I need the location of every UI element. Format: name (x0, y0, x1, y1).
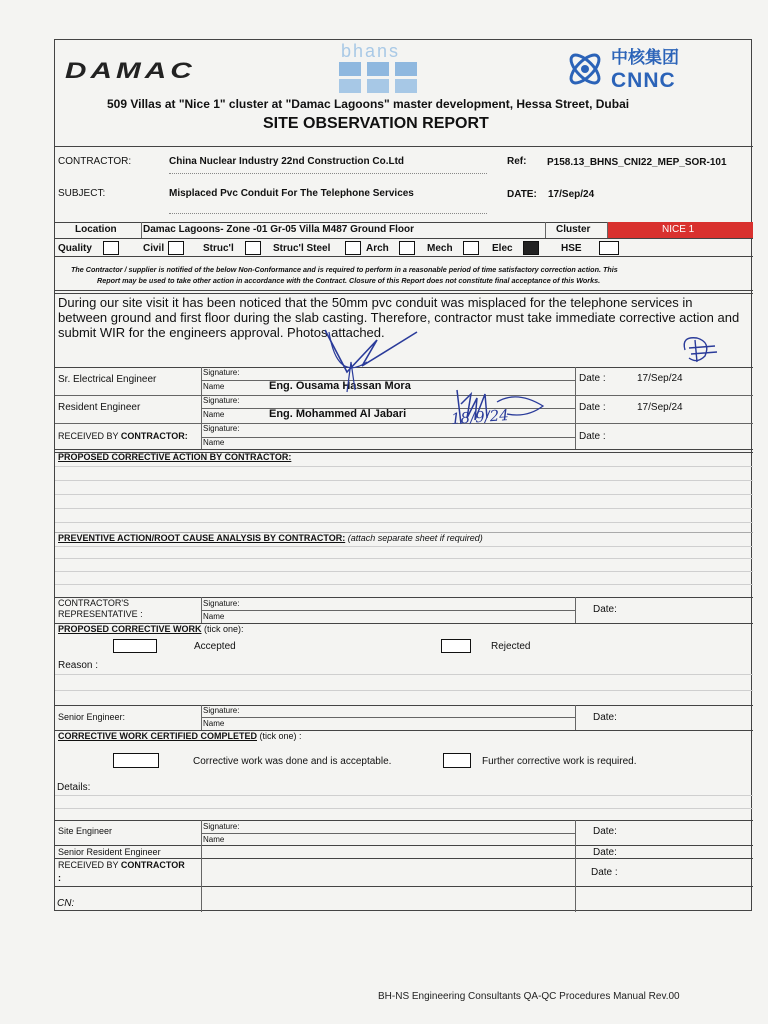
ref-label: Ref: (507, 156, 527, 167)
date-label: Date : (579, 431, 606, 442)
signature-label: Signature: (203, 706, 240, 715)
observation-line-1: During our site visit it has been noticed that the 50mm pvc conduit was misplaced for the telephone services in (58, 295, 693, 310)
discipline-checkbox-mech[interactable] (463, 241, 479, 255)
location-value: Damac Lagoons- Zone -01 Gr-05 Villa M487 Ground Floor (143, 224, 414, 235)
accepted-checkbox[interactable] (113, 639, 157, 653)
cluster-label: Cluster (556, 224, 591, 235)
discipline-label-hse: HSE (561, 243, 582, 254)
resident-engineer-date: 17/Sep/24 (637, 402, 683, 413)
subject-value: Misplaced Pvc Conduit For The Telephone Services (169, 188, 414, 199)
name-label: Name (203, 410, 225, 419)
discipline-checkbox-struc-l-steel[interactable] (345, 241, 361, 255)
signature-label: Signature: (203, 822, 240, 831)
signature-label: Signature: (203, 424, 240, 433)
senior-resident-engineer-label: Senior Resident Engineer (58, 847, 161, 857)
date-label: Date: (593, 826, 617, 837)
contractor-rep-label: CONTRACTOR'S (58, 598, 130, 608)
initials-scribble-icon (675, 332, 725, 368)
cnnc-logo: 中核集团 CNNC (563, 48, 693, 94)
contractor-rep-label-2: REPRESENTATIVE : (58, 609, 143, 619)
role-resident-engineer: Resident Engineer (58, 402, 141, 413)
cn-label: CN: (57, 898, 75, 909)
project-title: 509 Villas at "Nice 1" cluster at "Damac Lagoons" master development, Hessa Street, Dubai (107, 97, 630, 111)
discipline-label-civil: Civil (143, 243, 165, 254)
rejected-label: Rejected (491, 641, 531, 652)
date-label: Date : (579, 402, 606, 413)
damac-logo: DAMAC (65, 58, 196, 83)
discipline-label-mech: Mech (427, 243, 453, 254)
contractor-value: China Nuclear Industry 22nd Construction Co.Ltd (169, 156, 405, 167)
role-received-by-contractor: RECEIVED BY CONTRACTOR: (58, 431, 188, 441)
resident-engineer-name: Eng. Mohammed Al Jabari (269, 408, 407, 420)
signature-label: Signature: (203, 599, 240, 608)
discipline-checkbox-elec[interactable] (523, 241, 539, 255)
discipline-label-quality: Quality (58, 243, 92, 254)
discipline-checkbox-hse[interactable] (599, 241, 619, 255)
discipline-checkbox-civil[interactable] (168, 241, 184, 255)
observation-line-3: submit WIR for the engineers approval. Photos attached. (58, 325, 385, 340)
site-engineer-label: Site Engineer (58, 826, 113, 836)
preventive-heading: PREVENTIVE ACTION/ROOT CAUSE ANALYSIS BY CONTRACTOR: (attach separate sheet if required) (58, 533, 483, 543)
date-label: Date : (579, 373, 606, 384)
proposed-action-heading: PROPOSED CORRECTIVE ACTION BY CONTRACTOR: (58, 452, 292, 462)
report-sheet (54, 39, 752, 911)
discipline-label-elec: Elec (492, 243, 513, 254)
discipline-checkbox-arch[interactable] (399, 241, 415, 255)
report-title: SITE OBSERVATION REPORT (263, 115, 489, 132)
work-acceptable-label: Corrective work was done and is acceptable. (193, 756, 392, 767)
date-label: Date: (593, 847, 617, 858)
name-label: Name (203, 719, 225, 728)
received-colon: : (58, 873, 61, 883)
discipline-checkbox-struc-l[interactable] (245, 241, 261, 255)
name-label: Name (203, 382, 225, 391)
location-label: Location (75, 224, 117, 235)
observation-line-2: between ground and first floor during the slab casting. Therefore, contractor must take immediate corrective action and (58, 310, 740, 325)
name-label: Name (203, 438, 225, 447)
discipline-checkbox-quality[interactable] (103, 241, 119, 255)
discipline-label-struc-l: Struc'l (203, 243, 234, 254)
signature-label: Signature: (203, 396, 240, 405)
proposed-work-heading: PROPOSED CORRECTIVE WORK (tick one): (58, 624, 244, 634)
work-acceptable-checkbox[interactable] (113, 753, 159, 768)
cnnc-emblem-icon (563, 48, 607, 90)
cluster-badge: NICE 1 (608, 222, 753, 238)
date-value: 17/Sep/24 (548, 189, 595, 200)
notice-line-2: Report may be used to take other action in accordance with the Contract. Closure of this Report does not constitute final acceptance of this Works. (97, 276, 601, 285)
handwritten-date: 18/9/24 (450, 406, 510, 428)
further-work-label: Further corrective work is required. (482, 756, 637, 767)
date-label: Date : (591, 867, 618, 878)
reason-label: Reason : (58, 660, 99, 671)
received-by-contractor-label: RECEIVED BY CONTRACTOR (58, 860, 185, 870)
bhans-logo: bhans (337, 42, 427, 94)
notice-line-1: The Contractor / supplier is notified of the below Non-Conformance and is required to perform in a reasonable period of time satisfactory correction action. This (71, 265, 618, 274)
further-work-checkbox[interactable] (443, 753, 471, 768)
details-label: Details: (57, 782, 91, 793)
date-label: Date: (593, 712, 617, 723)
accepted-label: Accepted (194, 641, 236, 652)
date-label: DATE: (507, 189, 537, 200)
signature-label: Signature: (203, 368, 240, 377)
ref-value: P158.13_BHNS_CNI22_MEP_SOR-101 (547, 157, 727, 168)
discipline-label-struc-l-steel: Struc'l Steel (273, 243, 331, 254)
senior-engineer-label: Senior Engineer: (58, 712, 126, 722)
sr-electrical-engineer-date: 17/Sep/24 (637, 373, 683, 384)
signature-scribble-icon (307, 322, 427, 394)
footer-text: BH-NS Engineering Consultants QA-QC Procedures Manual Rev.00 (378, 991, 680, 1002)
discipline-label-arch: Arch (366, 243, 389, 254)
name-label: Name (203, 835, 225, 844)
role-sr-electrical-engineer: Sr. Electrical Engineer (58, 374, 157, 385)
contractor-label: CONTRACTOR: (58, 156, 132, 167)
name-label: Name (203, 612, 225, 621)
sr-electrical-engineer-name: Eng. Ousama Hassan Mora (269, 380, 411, 392)
certified-heading: CORRECTIVE WORK CERTIFIED COMPLETED (tick one) : (58, 731, 302, 741)
subject-label: SUBJECT: (58, 188, 106, 199)
rejected-checkbox[interactable] (441, 639, 471, 653)
date-label: Date: (593, 604, 617, 615)
